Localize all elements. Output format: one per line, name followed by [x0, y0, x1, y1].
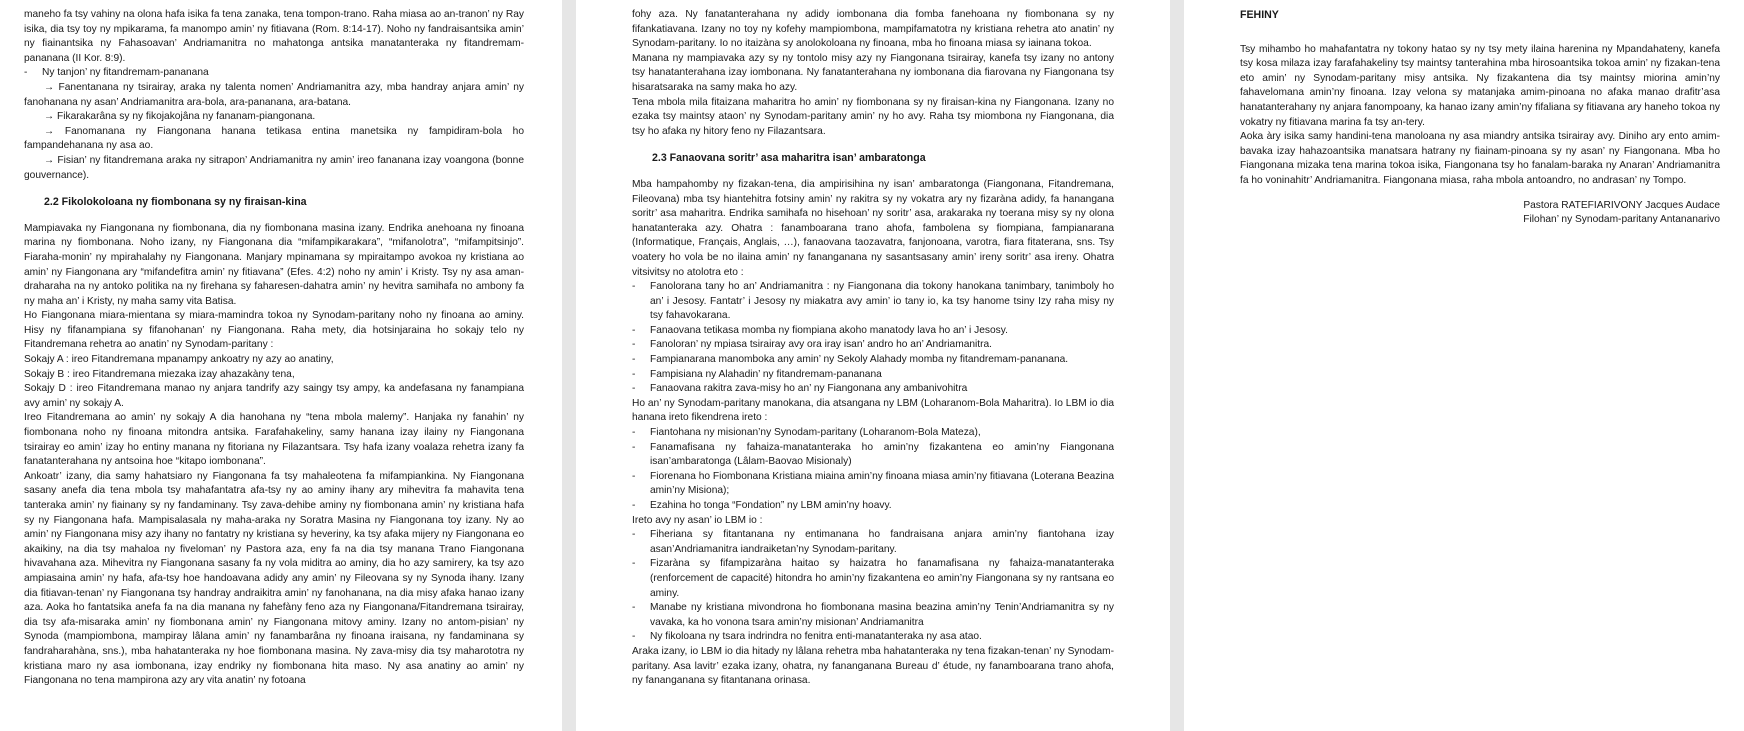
bullet-text: Ezahina ho tonga “Fondation” ny LBM amin’ny hoavy. [650, 500, 892, 511]
bullet-text: Fanaovana rakitra zava-misy ho an’ ny Fiangonana any ambanivohitra [650, 383, 968, 395]
paragraph: Aoka àry isika samy handini-tena manoloana ny asa miandry antsika tsirairay avy. Diniho ary ento amim-bavaka izay hahazoantsika manatsara hatrany ny fiainam-pinoana sy ny asan’ ny Fiangonana. Mba ho Fiangonana mizaka tena marina tokoa isika, Fiangonana tsy ho fanalam-baraka ny Anaran’ Andriamanitra fa ho voninahitr’ Andriamanitra. Fiangonana miasa, raha mbola antoandro, no andrasan’ ny Tompo. [1240, 131, 1720, 186]
arrow-item: → Fikarakarâna sy ny fikojakojâna ny fananam-piangonana. [44, 111, 316, 123]
bullet-text: Fiheriana sy fitantanana ny entimanana ho fandraisana anjara amin’ny fiantohana izay asan’Andriamanitra iandraiketan’ny Synodam-paritany. [650, 529, 1114, 555]
document-page-3 [1184, 0, 1744, 731]
paragraph: Ankoatr’ izany, dia samy hahatsiaro ny Fiangonana fa tsy mahaleotena fa mifampiankina. Ny Fiangonana sasany anefa dia tena mbola tsy mahafantatra afa-tsy ny ao aminy ihany ary mihevitra fa mahavita tena tanteraka amin’ ny fiainany sy ny fandaminany. Tsy zava-dehibe aminy ny fiombonana amin’ ny kristiana hafa sy ny Fiangonana hafa. Mampisalasala ny maha-araka ny Soratra Masina ny Fiangonana toy izany. Ny ao amin’ ny Fiangonana misy azy ihany no fantatry ny kristiana sy heveriny, ka tsy afaka mijery ny Fiangonana eo akaikiny, na dia tsy mahaloa ny fiveloman’ ny Pastora aza, eny fa na dia tsy manana Trano Fiangonana hivavahana aza. Mihevitra ny Fiangonana sasany fa ny vola miditra ao aminy, dia ho azy samirery, ka tsy azo ampiasaina amin’ ny hafa, afa-tsy hoe handoavana adidy any amin’ ny Fileovana sy ny Synoda ihany. Izany dia fitiavan-tenan’ ny Fiangonana tsy handray andraikitra amin’ ny fanohanana, na dia misy afaka hanao izany aza. Aoka ho fantatsika anefa fa na dia manana ny fahefàny feno aza ny Fiangonana/Fitandremana tsirairay, dia tsy afa-misaraka amin’ ny fiombonana amin’ ny Fiangonana mitovy aminy. Izany no antom-pisian’ ny Synoda (mampiombona, mampiray lâlana amin’ ny fanambarâna ny finoana iraisana, ny fandaminana sy fandraharahàna, sns.), mba hahatanteraka ny hoe fiombonana masina. Ny zava-misy dia tsy maharototra ny kristiana maro ny asa iombonana, izay endriky ny fiombonana hita maso. Ny asa anatiny ao amin’ ny Fiangonana no tena mampirona azy ary vita anatin’ ny fotoana [24, 470, 524, 687]
bullet-text: Fanoloran’ ny mpiasa tsirairay avy ora iray isan’ andro ho an’ Andriamanitra. [650, 339, 993, 351]
bullet-text: Fampianarana manomboka any amin’ ny Sekoly Alahady momba ny fitandremam-pananana. [650, 354, 1069, 366]
arrow-item: → Fanentanana ny tsirairay, araka ny talenta nomen’ Andriamanitra azy, mba handray anjara amin’ ny fanohanana ny asan’ Andriamanitra ara-bola, ara-pananana, ara-batana. [24, 81, 524, 108]
bullet-item: - Fiorenana ho Fiombonana Kristiana miaina amin’ny finoana miasa amin’ny fitiavana (Loterana Beazina amin’ny Misiona); [632, 470, 1114, 499]
paragraph: Ho Fiangonana miara-mientana sy miara-mamindra tokoa ny Synodam-paritany noho ny finoana ao aminy. Hisy ny fifanampiana sy fifanohanan’ ny Fiangonana. Raha mety, dia hotsinjaraina ho sokajy telo ny Fitandremana rehetra ao anatin’ ny Synodam-paritany : [24, 310, 524, 351]
paragraph: Mampiavaka ny Fiangonana ny fiombonana, dia ny fiombonana masina izany. Endrika anehoana ny finoana marina ny fiombonana. Noho izany, ny Fiangonana dia “mifampikarakara”, “mifanolotra”, “mifampitsinjo”. Fiaraha-monin’ ny mpirahalahy ny Fiangonana. Manjary mpinamana sy mpiraitampo avokoa ny kristiana ao amin’ ny Fiangonana ary “mifandefitra amin’ ny fitiavana” (Efes. 4:2) noho ny amin’ i Kristy. Tsy ny asa aman-draharaha na ny antoko politika na ny firehana sy faharesen-dahatra amin’ ny hevitra samihafa no ambony fa ny maha an’ i Kristy, ny maha samy vita Batisa. [24, 222, 524, 307]
paragraph: Sokajy A : ireo Fitandremana mpanampy ankoatry ny azy ao anatiny, [24, 354, 334, 366]
paragraph: Mba hampahomby ny fizakan-tena, dia ampirisihina ny isan’ ambaratonga (Fiangonana, Fitandremana, Fileovana) mba tsy hiantehitra fotsiny amin’ ny rakitra sy ny vokatra ary ny fizaràna adidy, fa hanangana soritr’ asa maharitra. Endrika samihafa no hisehoan’ ny soritr’ asa, arakaraka ny toerana misy sy ny olona hanatanteraka azy. Ohatra : fanamboarana trano ahofa, fambolena sy fiompiana, fampianarana (Informatique, Français, Anglais, …), fanaovana taozavatra, fanjonoana, varotra, fiara fitaterana, sns. Tsy voatery ho vola be no ilaina amin’ ny fananganana ny sasantsasany amin’ ireny soritr’ asa ireny. Ohatra vitsivitsy no atolotra eto : [632, 178, 1114, 278]
bullet-text: Fizaràna sy fifampizaràna haitao sy haizatra ho fanamafisana ny fahaiza-manatanteraka (renforcement de capacité) hitondra ho amin’ny fizakantena eo amin’ny Fiangonana sy ny rantsana eo aminy. [650, 558, 1114, 599]
section-heading: 2.2 Fikolokoloana ny fiombonana sy ny firaisan-kina [44, 196, 307, 209]
bullet-item: - Manabe ny kristiana mivondrona ho fiombonana masina beazina amin’ny Tenin’Andriamanitra sy ny vavaka, ka ho vonona tsara amin’ny misionan’ Andriamanitra [632, 601, 1114, 630]
paragraph: Tena mbola mila fitaizana maharitra ho amin’ ny fiombonana sy ny firaisan-kina ny Fiangonana. Izany no ezaka tsy maintsy ataon’ ny Synodam-paritany amin’ ny ho avy. Raha tsy miombona ny Fiangonana, dia tsy ho afaka ny hitory feno ny Filazantsara. [632, 96, 1114, 137]
arrow-item: → Fanomanana ny Fiangonana hanana tetikasa entina manetsika ny fampidiram-bola ho fampandehanana ny asa ao. [24, 125, 524, 152]
bullet-text: Fampisiana ny Alahadin’ ny fitandremam-pananana [650, 368, 882, 380]
signature-title: Filohan’ ny Synodam-paritany Antananarivo [1523, 214, 1720, 226]
bullet-text: Fanamafisana ny fahaiza-manatanteraka ho amin’ny fizakantena eo amin’ny Fiangonana isan’ambaratonga (Lâlam-Baovao Misionaly) [650, 441, 1114, 468]
signature-name: Pastora RATEFIARIVONY Jacques Audace [1523, 199, 1720, 211]
bullet-item: - Fanoloran’ ny mpiasa tsirairay avy ora iray isan’ andro ho an’ Andriamanitra. [632, 338, 1114, 353]
section-heading: FEHINY [1240, 9, 1279, 21]
bullet-item: - Fampisiana ny Alahadin’ ny fitandremam-pananana [632, 368, 1114, 383]
paragraph: Sokajy D : ireo Fitandremana manao ny anjara tandrify azy saingy tsy ampy, ka andefasana ny fanampiana avy amin’ ny sokajy A. [24, 383, 524, 409]
arrow-item: → Fisian’ ny fitandremana araka ny sitrapon’ Andriamanitra ny amin’ ireo fananana izay voangona (bonne gouvernance). [24, 154, 524, 181]
paragraph: Ireo Fitandremana ao amin’ ny sokajy A dia hanohana ny “tena mbola malemy”. Hanjaka ny fanahin’ ny fiombonana noho ny finoana mitondra antsika. Farafahakeliny, samy hanana izay ilainy ny Fiangonana tsirairay eo amin’ izay ho entiny manana ny fitoriana ny Filazantsara. Tsy hafa izany voalaza rehetra izany fa fanatanterahana ny antsoina hoe “kitapo iombonana”. [24, 412, 524, 468]
document-page-2 [576, 0, 1170, 731]
bullet-item: - Fiantohana ny misionan’ny Synodam-paritany (Loharanom-Bola Mateza), [632, 426, 1114, 441]
bullet-item: - Fampianarana manomboka any amin’ ny Sekoly Alahady momba ny fitandremam-pananana. [632, 353, 1114, 368]
bullet-text: Ny fikoloana ny tsara indrindra no fenitra enti-manatanteraka ny asa atao. [650, 631, 982, 643]
bullet-item: - Ezahina ho tonga “Fondation” ny LBM amin’ny hoavy. [632, 499, 1114, 514]
bullet-item: - Fanamafisana ny fahaiza-manatanteraka ho amin’ny fizakantena eo amin’ny Fiangonana isan’ambaratonga (Lâlam-Baovao Misionaly) [632, 441, 1114, 470]
bullet-item: - Ny fikoloana ny tsara indrindra no fenitra enti-manatanteraka ny asa atao. [632, 630, 1114, 645]
bullet-item: - Ny tanjon’ ny fitandremam-pananana [24, 66, 524, 81]
bullet-text: Fanaovana tetikasa momba ny fiompiana akoho manatody lava ho an’ i Jesosy. [650, 324, 1008, 336]
bullet-item: - Fanolorana tany ho an’ Andriamanitra : ny Fiangonana dia tokony hanokana tanimbary, tanimboly ho an’ i Jesosy. Fantatr’ i Jesosy ny miakatra avy amin’ io tany io, ka tsy hanome tsiny Izy raha misy ny tsy fahavokarana. [632, 280, 1114, 324]
paragraph: fohy aza. Ny fanatanterahana ny adidy iombonana dia fomba fanehoana ny fiombonana sy ny fifankatiavana. Izany no toy ny kofehy mampiombona, mampifamatotra ny kristiana rehetra ato anatin’ ny Synodam-paritany. Io no itaizàna sy anolokoloana ny finoana, mba ho finoana miasa sy iainana tokoa. [632, 9, 1114, 50]
paragraph: Araka izany, io LBM io dia hitady ny lâlana rehetra mba hahatanteraka ny tena fizakan-tenan’ ny Synodam-paritany. Asa lavitr’ ezaka izany, ohatra, ny fananganana Bureau d’ étude, ny fanamboarana trano ahofa, ny fananganana sy fitantanana orinasa. [632, 645, 1114, 687]
paragraph: Tsy mihambo ho mahafantatra ny tokony hatao sy ny tsy mety ilaina harenina ny Mpandahateny, kanefa tsy kosa milaza izay farafahakeliny tsy maintsy tanterahina mba hirosoantsika tokoa amin’ ny fizakan-tena eto amin’ ny Synodam-paritany misy antsika. Ny fizakantena dia tsy maintsy miorina amin’ny fahavelomana amin’ny finoana. Izay velona sy matanjaka amim-pinoana no afaka manao drafitr’asa hanatanterahany ny anjara fanompoany, ka hanao izany amin’ny fifaliana sy fitiavana ary haneho tokoa ny vokatry ny fitiavana marina fa tsy an-tery. [1240, 43, 1720, 128]
paragraph: Sokajy B : ireo Fitandremana miezaka izay ahazakàny tena, [24, 368, 295, 380]
bullet-text: Fiantohana ny misionan’ny Synodam-paritany (Loharanom-Bola Mateza), [650, 427, 981, 439]
section-heading: 2.3 Fanaovana soritr’ asa maharitra isan’ ambaratonga [652, 152, 926, 165]
bullet-item: - Fiheriana sy fitantanana ny entimanana ho fandraisana anjara amin’ny fiantohana izay asan’Andriamanitra iandraiketan’ny Synodam-paritany. [632, 528, 1114, 557]
bullet-text: Fiorenana ho Fiombonana Kristiana miaina amin’ny finoana miasa amin’ny fitiavana (Loterana Beazina amin’ny Misiona); [650, 470, 1114, 497]
bullet-item: - Fizaràna sy fifampizaràna haitao sy haizatra ho fanamafisana ny fahaiza-manatanteraka (renforcement de capacité) hitondra ho amin’ny fizakantena eo amin’ny Fiangonana sy ny rantsana eo aminy. [632, 557, 1114, 601]
paragraph: Ho an’ ny Synodam-paritany manokana, dia atsangana ny LBM (Loharanom-Bola Maharitra). Io LBM io dia hanana ireto fikendrena ireto : [632, 397, 1114, 424]
bullet-item: - Fanaovana rakitra zava-misy ho an’ ny Fiangonana any ambanivohitra [632, 382, 1114, 397]
bullet-item: - Fanaovana tetikasa momba ny fiompiana akoho manatody lava ho an’ i Jesosy. [632, 324, 1114, 339]
bullet-text: Manabe ny kristiana mivondrona ho fiombonana masina beazina amin’ny Tenin’Andriamanitra sy ny vavaka, ka ho vonona tsara amin’ny misionan’ Andriamanitra [650, 602, 1114, 628]
bullet-text: Fanolorana tany ho an’ Andriamanitra : ny Fiangonana dia tokony hanokana tanimbary, tanimboly ho an’ i Jesosy. Fantatr’ i Jesosy ny miakatra avy amin’ io tany io, ka tsy hanome tsiny Izy raha misy ny tsy fahavokarana. [650, 281, 1114, 322]
document-page-1 [0, 0, 562, 731]
paragraph: Manana ny mampiavaka azy sy ny tontolo misy azy ny Fiangonana tsirairay, kanefa tsy izany no antony tsy hanatanterahana izay iombonana. Ny fanatanterahana ny iombonana dia fiarovana ny Fiangonana tsy hisaratsaraka na samy maka ho azy. [632, 52, 1114, 93]
bullet-text: Ny tanjon’ ny fitandremam-pananana [42, 67, 209, 79]
paragraph: Ireto avy ny asan’ io LBM io : [632, 514, 763, 526]
paragraph: maneho fa tsy vahiny na olona hafa isika fa tena zanaka, tena tompon-trano. Raha miasa ao an-tranon’ ny Ray isika, dia tsy toy ny mpikarama, fa manompo amin’ ny fitiavana (Rom. 8:14-17). Noho ny fandraisantsika amin’ ny fiainantsika ny Fahasoavan’ Andriamanitra no mahatonga antsika manatanteraka ny fitandremam-pananana (II Kor. 8:9). [24, 9, 524, 64]
